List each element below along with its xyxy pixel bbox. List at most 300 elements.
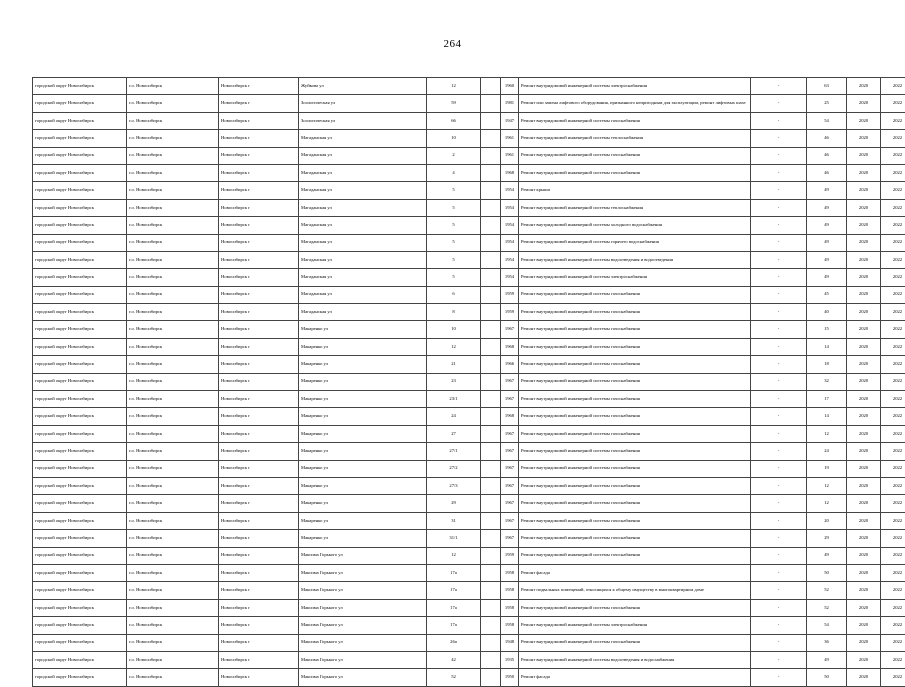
end-year-cell: 2022	[881, 164, 905, 181]
house-number-cell: 66	[427, 112, 481, 129]
street-cell: Зоологическая ул	[299, 112, 427, 129]
end-year-cell: 2022	[881, 321, 905, 338]
table-row	[33, 669, 905, 686]
extra-cell: -	[751, 495, 807, 512]
work-type-cell: Ремонт внутридомовой инженерной системы газоснабжения	[519, 321, 751, 338]
end-year-cell: 2022	[881, 582, 905, 599]
table-row	[33, 356, 905, 373]
house-number-cell: 31	[427, 512, 481, 529]
table-row	[33, 234, 905, 251]
street-cell: Макаренко ул	[299, 530, 427, 547]
blank-cell	[481, 199, 501, 216]
locality-cell: Новосибирск г	[219, 634, 299, 651]
count-cell: 49	[807, 651, 847, 668]
locality-cell: Новосибирск г	[219, 530, 299, 547]
end-year-cell: 2022	[881, 669, 905, 686]
start-year-cell: 2020	[847, 251, 881, 268]
blank-cell	[481, 408, 501, 425]
city-cell: г.о. Новосибирск	[127, 391, 219, 408]
end-year-cell: 2022	[881, 425, 905, 442]
blank-cell	[481, 617, 501, 634]
locality-cell: Новосибирск г	[219, 338, 299, 355]
end-year-cell: 2022	[881, 477, 905, 494]
city-cell: г.о. Новосибирск	[127, 112, 219, 129]
count-cell: 46	[807, 130, 847, 147]
table-row	[33, 651, 905, 668]
end-year-cell: 2022	[881, 78, 905, 95]
locality-cell: Новосибирск г	[219, 425, 299, 442]
end-year-cell: 2022	[881, 495, 905, 512]
end-year-cell: 2022	[881, 286, 905, 303]
extra-cell: -	[751, 634, 807, 651]
locality-cell: Новосибирск г	[219, 460, 299, 477]
build-year-cell: 1967	[501, 391, 519, 408]
extra-cell: -	[751, 78, 807, 95]
start-year-cell: 2020	[847, 425, 881, 442]
table-row	[33, 477, 905, 494]
build-year-cell: 1960	[501, 78, 519, 95]
blank-cell	[481, 530, 501, 547]
house-number-cell: 12	[427, 547, 481, 564]
extra-cell: -	[751, 512, 807, 529]
table-row	[33, 564, 905, 581]
build-year-cell: 1959	[501, 304, 519, 321]
blank-cell	[481, 356, 501, 373]
extra-cell: -	[751, 234, 807, 251]
start-year-cell: 2020	[847, 164, 881, 181]
count-cell: 52	[807, 582, 847, 599]
district-cell: городской округ Новосибирск	[33, 130, 127, 147]
district-cell: городской округ Новосибирск	[33, 477, 127, 494]
district-cell: городской округ Новосибирск	[33, 617, 127, 634]
page-number: 264	[0, 38, 905, 50]
end-year-cell: 2022	[881, 617, 905, 634]
build-year-cell: 1967	[501, 495, 519, 512]
build-year-cell: 1967	[501, 512, 519, 529]
blank-cell	[481, 95, 501, 112]
city-cell: г.о. Новосибирск	[127, 443, 219, 460]
blank-cell	[481, 234, 501, 251]
work-type-cell: Ремонт подвальных помещений, относящихся к общему имуществу в многоквартирном доме	[519, 582, 751, 599]
street-cell: Максима Горького ул	[299, 669, 427, 686]
city-cell: г.о. Новосибирск	[127, 477, 219, 494]
table-row	[33, 617, 905, 634]
table-row	[33, 530, 905, 547]
table-row	[33, 321, 905, 338]
count-cell: 46	[807, 147, 847, 164]
work-type-cell: Ремонт внутридомовой инженерной системы электроснабжения	[519, 617, 751, 634]
street-cell: Макаренко ул	[299, 321, 427, 338]
start-year-cell: 2020	[847, 547, 881, 564]
house-number-cell: 5	[427, 199, 481, 216]
house-number-cell: 29	[427, 495, 481, 512]
city-cell: г.о. Новосибирск	[127, 564, 219, 581]
repair-schedule-table	[32, 77, 905, 687]
blank-cell	[481, 147, 501, 164]
end-year-cell: 2022	[881, 564, 905, 581]
table-body	[33, 78, 905, 687]
house-number-cell: 5	[427, 234, 481, 251]
count-cell: 52	[807, 599, 847, 616]
extra-cell: -	[751, 669, 807, 686]
house-number-cell: 24	[427, 408, 481, 425]
build-year-cell: 1959	[501, 286, 519, 303]
table-row	[33, 199, 905, 216]
build-year-cell: 1950	[501, 669, 519, 686]
district-cell: городской округ Новосибирск	[33, 286, 127, 303]
locality-cell: Новосибирск г	[219, 391, 299, 408]
house-number-cell: 8	[427, 304, 481, 321]
house-number-cell: 26а	[427, 634, 481, 651]
work-type-cell: Ремонт внутридомовой инженерной системы газоснабжения	[519, 460, 751, 477]
locality-cell: Новосибирск г	[219, 251, 299, 268]
city-cell: г.о. Новосибирск	[127, 408, 219, 425]
house-number-cell: 2	[427, 147, 481, 164]
street-cell: Максима Горького ул	[299, 564, 427, 581]
city-cell: г.о. Новосибирск	[127, 356, 219, 373]
street-cell: Максима Горького ул	[299, 617, 427, 634]
street-cell: Макаренко ул	[299, 512, 427, 529]
blank-cell	[481, 130, 501, 147]
locality-cell: Новосибирск г	[219, 547, 299, 564]
district-cell: городской округ Новосибирск	[33, 234, 127, 251]
count-cell: 49	[807, 547, 847, 564]
extra-cell: -	[751, 443, 807, 460]
extra-cell: -	[751, 182, 807, 199]
house-number-cell: 12	[427, 338, 481, 355]
work-type-cell: Ремонт внутридомовой инженерной системы газоснабжения	[519, 338, 751, 355]
city-cell: г.о. Новосибирск	[127, 78, 219, 95]
street-cell: Магаданская ул	[299, 182, 427, 199]
end-year-cell: 2022	[881, 373, 905, 390]
build-year-cell: 1967	[501, 477, 519, 494]
locality-cell: Новосибирск г	[219, 582, 299, 599]
house-number-cell: 27	[427, 425, 481, 442]
district-cell: городской округ Новосибирск	[33, 251, 127, 268]
district-cell: городской округ Новосибирск	[33, 408, 127, 425]
blank-cell	[481, 269, 501, 286]
count-cell: 49	[807, 234, 847, 251]
house-number-cell: 10	[427, 321, 481, 338]
extra-cell: -	[751, 460, 807, 477]
table-row	[33, 182, 905, 199]
house-number-cell: 5	[427, 251, 481, 268]
build-year-cell: 1961	[501, 147, 519, 164]
city-cell: г.о. Новосибирск	[127, 373, 219, 390]
extra-cell: -	[751, 617, 807, 634]
street-cell: Макаренко ул	[299, 373, 427, 390]
city-cell: г.о. Новосибирск	[127, 460, 219, 477]
locality-cell: Новосибирск г	[219, 408, 299, 425]
work-type-cell: Ремонт внутридомовой инженерной системы газоснабжения	[519, 530, 751, 547]
city-cell: г.о. Новосибирск	[127, 547, 219, 564]
street-cell: Макаренко ул	[299, 338, 427, 355]
house-number-cell: 17а	[427, 599, 481, 616]
blank-cell	[481, 425, 501, 442]
locality-cell: Новосибирск г	[219, 217, 299, 234]
blank-cell	[481, 286, 501, 303]
street-cell: Магаданская ул	[299, 147, 427, 164]
street-cell: Магаданская ул	[299, 130, 427, 147]
extra-cell: -	[751, 477, 807, 494]
locality-cell: Новосибирск г	[219, 356, 299, 373]
table-row	[33, 304, 905, 321]
street-cell: Макаренко ул	[299, 408, 427, 425]
street-cell: Макаренко ул	[299, 495, 427, 512]
count-cell: 12	[807, 477, 847, 494]
work-type-cell: Ремонт внутридомовой инженерной системы газоснабжения	[519, 112, 751, 129]
city-cell: г.о. Новосибирск	[127, 199, 219, 216]
build-year-cell: 1954	[501, 199, 519, 216]
street-cell: Магаданская ул	[299, 164, 427, 181]
end-year-cell: 2022	[881, 443, 905, 460]
start-year-cell: 2020	[847, 78, 881, 95]
build-year-cell: 1947	[501, 112, 519, 129]
work-type-cell: Ремонт внутридомовой инженерной системы газоснабжения	[519, 477, 751, 494]
street-cell: Максима Горького ул	[299, 651, 427, 668]
blank-cell	[481, 217, 501, 234]
locality-cell: Новосибирск г	[219, 286, 299, 303]
work-type-cell: Ремонт внутридомовой инженерной системы газоснабжения	[519, 634, 751, 651]
table-row	[33, 495, 905, 512]
locality-cell: Новосибирск г	[219, 304, 299, 321]
house-number-cell: 10	[427, 130, 481, 147]
count-cell: 45	[807, 286, 847, 303]
count-cell: 49	[807, 269, 847, 286]
end-year-cell: 2022	[881, 234, 905, 251]
street-cell: Магаданская ул	[299, 217, 427, 234]
start-year-cell: 2020	[847, 391, 881, 408]
house-number-cell: 5	[427, 269, 481, 286]
build-year-cell: 1968	[501, 164, 519, 181]
start-year-cell: 2020	[847, 599, 881, 616]
build-year-cell: 1959	[501, 547, 519, 564]
work-type-cell: Ремонт внутридомовой инженерной системы газоснабжения	[519, 425, 751, 442]
end-year-cell: 2022	[881, 130, 905, 147]
extra-cell: -	[751, 599, 807, 616]
district-cell: городской округ Новосибирск	[33, 164, 127, 181]
end-year-cell: 2022	[881, 634, 905, 651]
build-year-cell: 1958	[501, 564, 519, 581]
street-cell: Макаренко ул	[299, 391, 427, 408]
build-year-cell: 1948	[501, 634, 519, 651]
street-cell: Макаренко ул	[299, 460, 427, 477]
city-cell: г.о. Новосибирск	[127, 251, 219, 268]
end-year-cell: 2022	[881, 460, 905, 477]
count-cell: 20	[807, 512, 847, 529]
table-row	[33, 443, 905, 460]
start-year-cell: 2020	[847, 512, 881, 529]
work-type-cell: Ремонт или замена лифтового оборудования, признанного непригодным для эксплуатации, ремонт лифтовых шахт	[519, 95, 751, 112]
locality-cell: Новосибирск г	[219, 199, 299, 216]
count-cell: 54	[807, 617, 847, 634]
district-cell: городской округ Новосибирск	[33, 634, 127, 651]
work-type-cell: Ремонт внутридомовой инженерной системы газоснабжения	[519, 373, 751, 390]
street-cell: Жуйкова ул	[299, 78, 427, 95]
district-cell: городской округ Новосибирск	[33, 199, 127, 216]
work-type-cell: Ремонт внутридомовой инженерной системы теплоснабжения	[519, 199, 751, 216]
count-cell: 36	[807, 634, 847, 651]
locality-cell: Новосибирск г	[219, 269, 299, 286]
city-cell: г.о. Новосибирск	[127, 512, 219, 529]
house-number-cell: 23	[427, 373, 481, 390]
house-number-cell: 17а	[427, 564, 481, 581]
work-type-cell: Ремонт фасада	[519, 564, 751, 581]
extra-cell: -	[751, 321, 807, 338]
house-number-cell: 6	[427, 286, 481, 303]
table-row	[33, 78, 905, 95]
blank-cell	[481, 373, 501, 390]
start-year-cell: 2020	[847, 130, 881, 147]
locality-cell: Новосибирск г	[219, 321, 299, 338]
blank-cell	[481, 304, 501, 321]
extra-cell: -	[751, 582, 807, 599]
start-year-cell: 2020	[847, 321, 881, 338]
table-row	[33, 547, 905, 564]
street-cell: Магаданская ул	[299, 251, 427, 268]
city-cell: г.о. Новосибирск	[127, 182, 219, 199]
extra-cell: -	[751, 147, 807, 164]
district-cell: городской округ Новосибирск	[33, 582, 127, 599]
blank-cell	[481, 112, 501, 129]
city-cell: г.о. Новосибирск	[127, 669, 219, 686]
count-cell: 50	[807, 669, 847, 686]
blank-cell	[481, 391, 501, 408]
extra-cell: -	[751, 547, 807, 564]
city-cell: г.о. Новосибирск	[127, 217, 219, 234]
district-cell: городской округ Новосибирск	[33, 425, 127, 442]
district-cell: городской округ Новосибирск	[33, 321, 127, 338]
street-cell: Макаренко ул	[299, 425, 427, 442]
work-type-cell: Ремонт внутридомовой инженерной системы газоснабжения	[519, 547, 751, 564]
count-cell: 19	[807, 460, 847, 477]
build-year-cell: 1935	[501, 651, 519, 668]
work-type-cell: Ремонт внутридомовой инженерной системы электроснабжения	[519, 78, 751, 95]
end-year-cell: 2022	[881, 512, 905, 529]
house-number-cell: 31/1	[427, 530, 481, 547]
city-cell: г.о. Новосибирск	[127, 286, 219, 303]
house-number-cell: 4	[427, 164, 481, 181]
count-cell: 50	[807, 564, 847, 581]
locality-cell: Новосибирск г	[219, 495, 299, 512]
blank-cell	[481, 599, 501, 616]
house-number-cell: 27/2	[427, 460, 481, 477]
end-year-cell: 2022	[881, 391, 905, 408]
extra-cell: -	[751, 217, 807, 234]
count-cell: 24	[807, 443, 847, 460]
house-number-cell: 12	[427, 78, 481, 95]
district-cell: городской округ Новосибирск	[33, 182, 127, 199]
start-year-cell: 2020	[847, 356, 881, 373]
locality-cell: Новосибирск г	[219, 182, 299, 199]
build-year-cell: 1954	[501, 269, 519, 286]
table-row	[33, 582, 905, 599]
start-year-cell: 2020	[847, 286, 881, 303]
extra-cell: -	[751, 269, 807, 286]
count-cell: 29	[807, 530, 847, 547]
blank-cell	[481, 564, 501, 581]
district-cell: городской округ Новосибирск	[33, 112, 127, 129]
work-type-cell: Ремонт внутридомовой инженерной системы газоснабжения	[519, 286, 751, 303]
extra-cell: -	[751, 373, 807, 390]
table-row	[33, 391, 905, 408]
count-cell: 15	[807, 321, 847, 338]
start-year-cell: 2020	[847, 147, 881, 164]
district-cell: городской округ Новосибирск	[33, 669, 127, 686]
city-cell: г.о. Новосибирск	[127, 530, 219, 547]
blank-cell	[481, 338, 501, 355]
work-type-cell: Ремонт внутридомовой инженерной системы газоснабжения	[519, 147, 751, 164]
table-row	[33, 512, 905, 529]
extra-cell: -	[751, 425, 807, 442]
table-row	[33, 164, 905, 181]
blank-cell	[481, 164, 501, 181]
count-cell: 25	[807, 95, 847, 112]
table-row	[33, 217, 905, 234]
build-year-cell: 1958	[501, 599, 519, 616]
build-year-cell: 1967	[501, 321, 519, 338]
count-cell: 12	[807, 495, 847, 512]
locality-cell: Новосибирск г	[219, 599, 299, 616]
street-cell: Магаданская ул	[299, 269, 427, 286]
district-cell: городской округ Новосибирск	[33, 269, 127, 286]
extra-cell: -	[751, 251, 807, 268]
district-cell: городской округ Новосибирск	[33, 512, 127, 529]
city-cell: г.о. Новосибирск	[127, 617, 219, 634]
start-year-cell: 2020	[847, 443, 881, 460]
district-cell: городской округ Новосибирск	[33, 78, 127, 95]
house-number-cell: 17а	[427, 582, 481, 599]
house-number-cell: 52	[427, 669, 481, 686]
locality-cell: Новосибирск г	[219, 669, 299, 686]
work-type-cell: Ремонт внутридомовой инженерной системы газоснабжения	[519, 599, 751, 616]
start-year-cell: 2020	[847, 495, 881, 512]
end-year-cell: 2022	[881, 269, 905, 286]
end-year-cell: 2022	[881, 547, 905, 564]
work-type-cell: Ремонт внутридомовой инженерной системы газоснабжения	[519, 495, 751, 512]
blank-cell	[481, 512, 501, 529]
extra-cell: -	[751, 164, 807, 181]
work-type-cell: Ремонт внутридомовой инженерной системы водоотведения и водоснабжения	[519, 651, 751, 668]
district-cell: городской округ Новосибирск	[33, 460, 127, 477]
work-type-cell: Ремонт внутридомовой инженерной системы газоснабжения	[519, 304, 751, 321]
start-year-cell: 2020	[847, 182, 881, 199]
count-cell: 63	[807, 78, 847, 95]
district-cell: городской округ Новосибирск	[33, 147, 127, 164]
extra-cell: -	[751, 286, 807, 303]
table-row	[33, 147, 905, 164]
end-year-cell: 2022	[881, 147, 905, 164]
build-year-cell: 1967	[501, 373, 519, 390]
work-type-cell: Ремонт внутридомовой инженерной системы холодного водоснабжения	[519, 217, 751, 234]
work-type-cell: Ремонт внутридомовой инженерной системы водоотведения и водоотведения	[519, 251, 751, 268]
district-cell: городской округ Новосибирск	[33, 217, 127, 234]
street-cell: Макаренко ул	[299, 477, 427, 494]
extra-cell: -	[751, 356, 807, 373]
district-cell: городской округ Новосибирск	[33, 443, 127, 460]
blank-cell	[481, 669, 501, 686]
build-year-cell: 1954	[501, 251, 519, 268]
build-year-cell: 1967	[501, 460, 519, 477]
table-row	[33, 425, 905, 442]
start-year-cell: 2020	[847, 338, 881, 355]
locality-cell: Новосибирск г	[219, 443, 299, 460]
end-year-cell: 2022	[881, 199, 905, 216]
work-type-cell: Ремонт внутридомовой инженерной системы газоснабжения	[519, 164, 751, 181]
end-year-cell: 2022	[881, 408, 905, 425]
blank-cell	[481, 547, 501, 564]
end-year-cell: 2022	[881, 304, 905, 321]
